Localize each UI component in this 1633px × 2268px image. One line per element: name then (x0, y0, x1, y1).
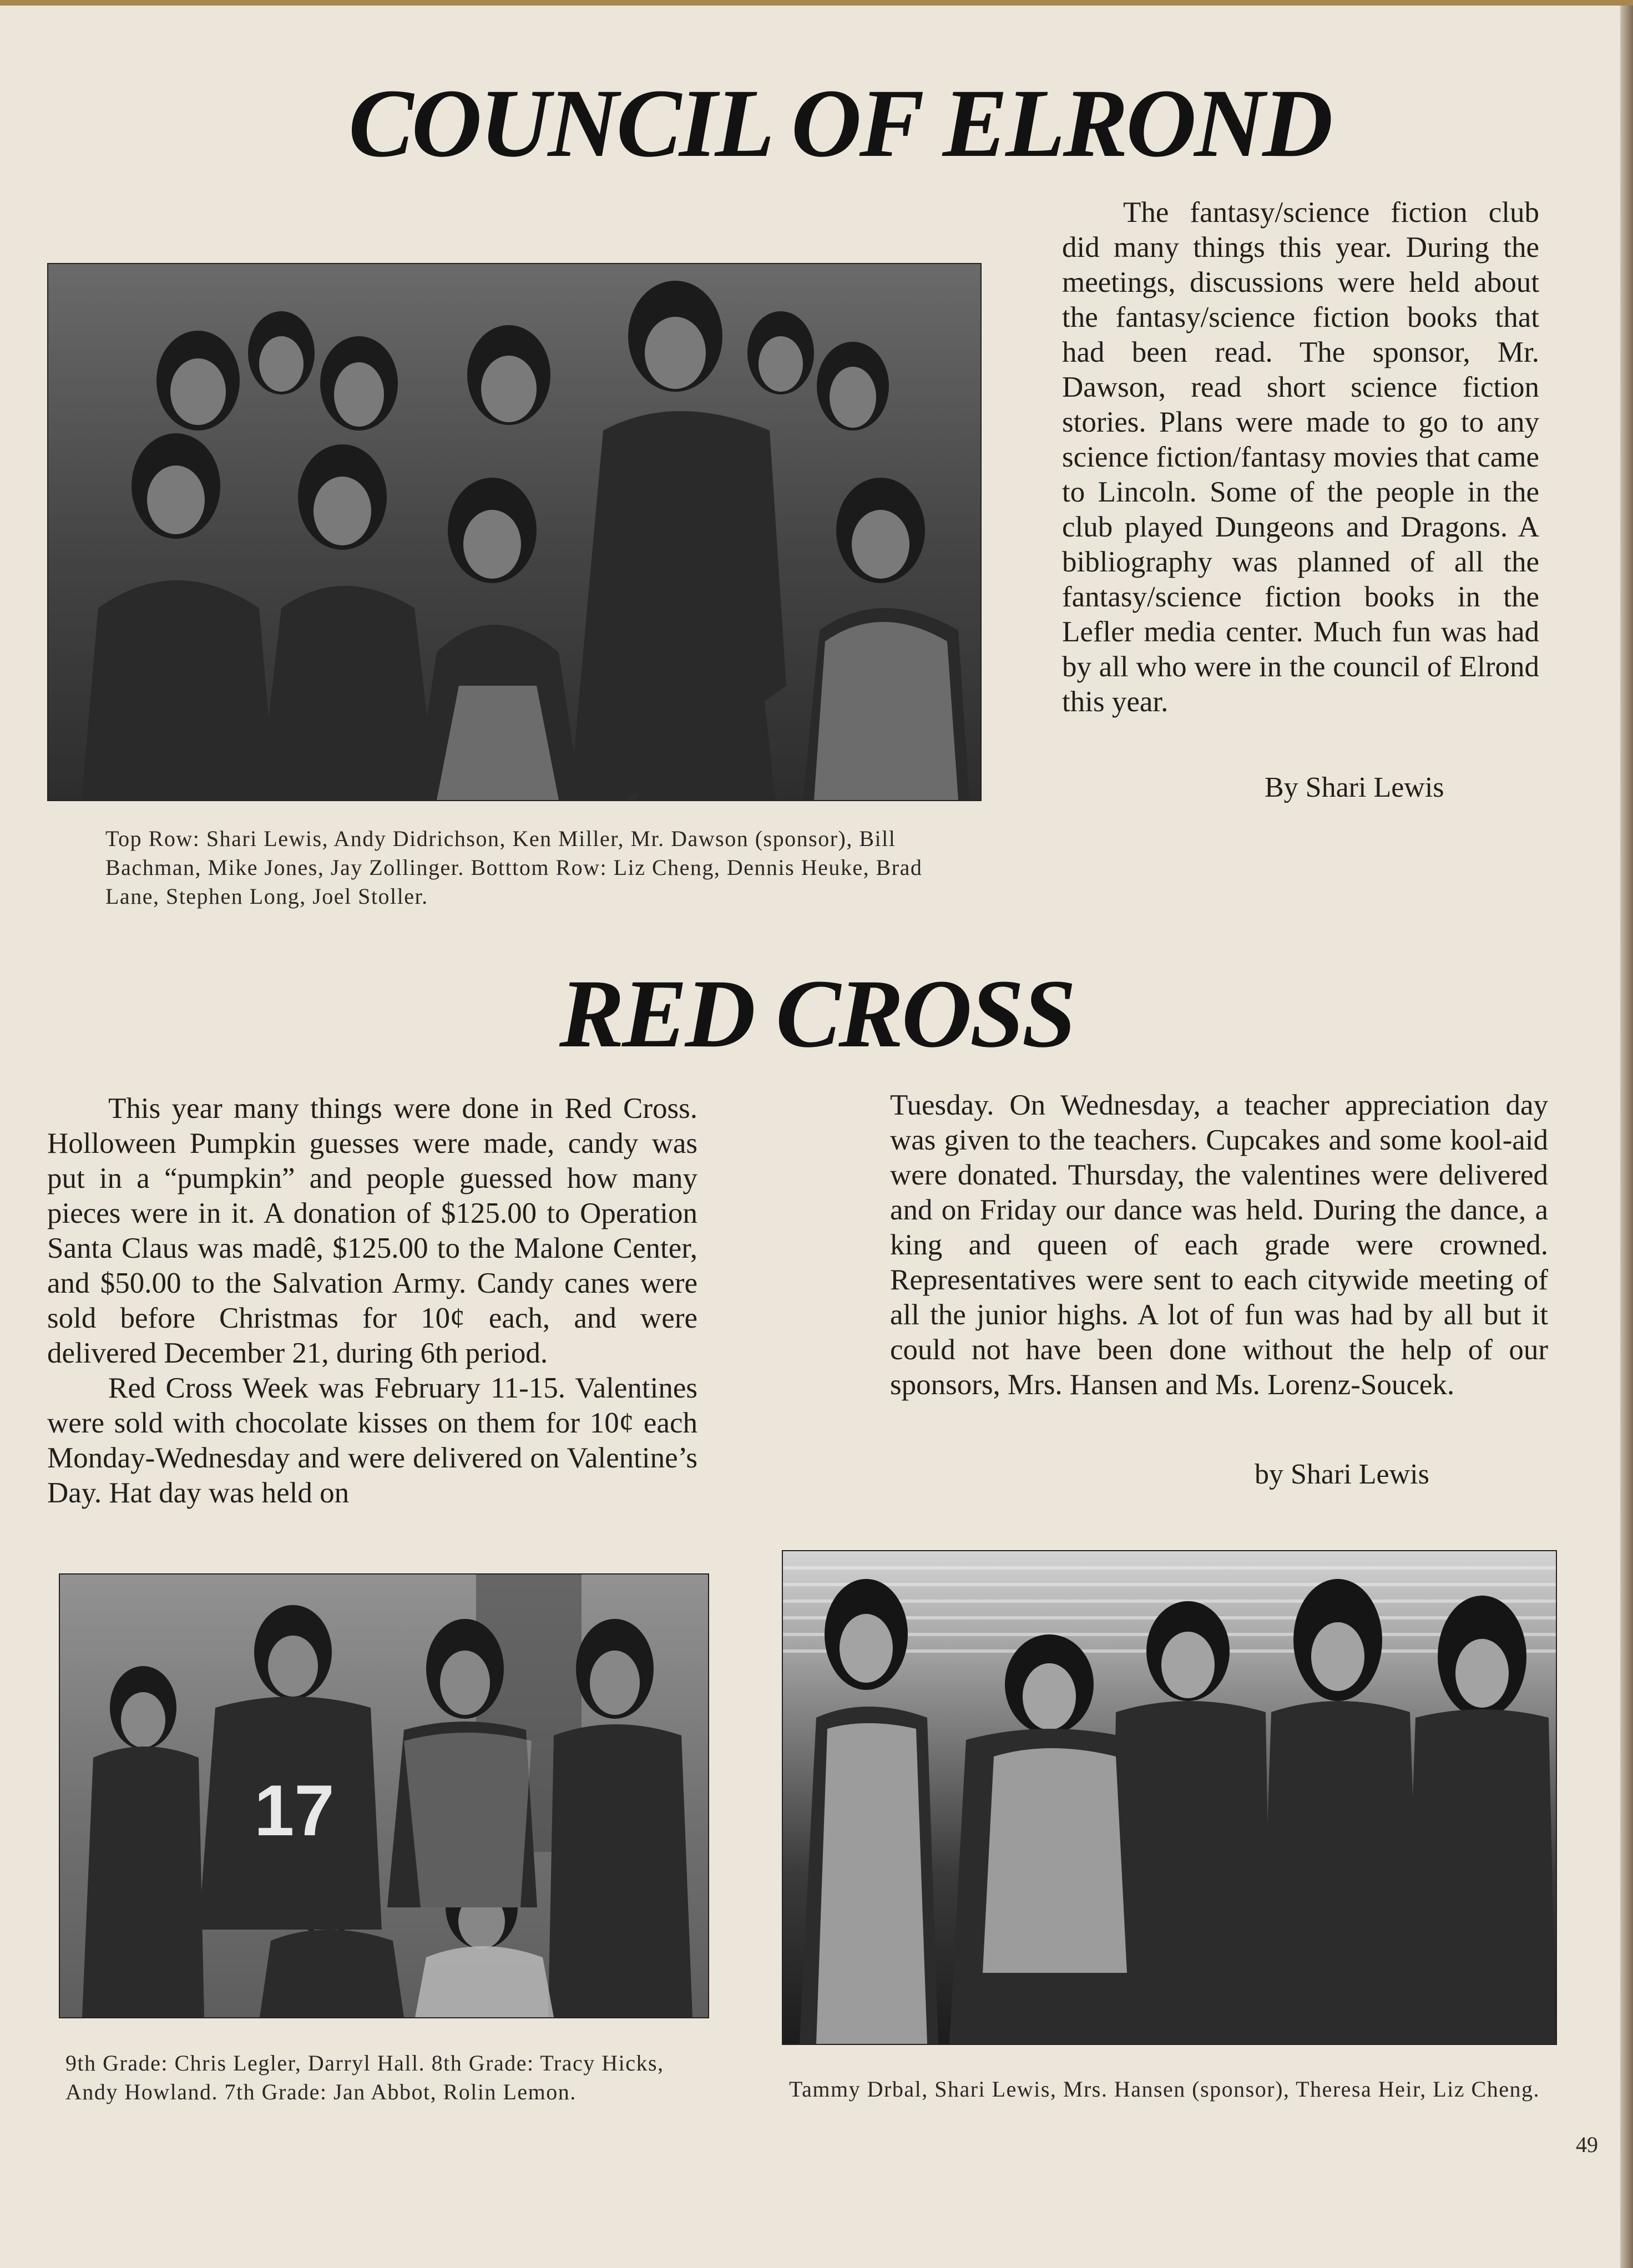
council-photo-caption: Top Row: Shari Lewis, Andy Didrichson, Ken Miller, Mr. Dawson (sponsor), Bill Bachman, Mike Jones, Jay Zollinger. Botttom Row: Liz Cheng, Dennis Heuke, Brad Lane, Stephen Long, Joel Stoller. (105, 826, 923, 909)
council-heading: COUNCIL OF ELROND (348, 69, 1331, 178)
council-byline: By Shari Lewis (1265, 772, 1444, 803)
council-group-photo (47, 263, 982, 801)
redcross-sponsors-photo (782, 1550, 1557, 2045)
redcross-class-officers-photo (59, 1573, 709, 2018)
redcross-left-photo-caption: 9th Grade: Chris Legler, Darryl Hall. 8th Grade: Tracy Hicks, Andy Howland. 7th Grade: Jan Abbot, Rolin Lemon. (65, 2051, 664, 2104)
council-article-text (1062, 195, 1539, 720)
redcross-paragraph-1: This year many things were done in Red Cross. Holloween Pumpkin guesses were made, candy was put in a “pumpkin” and people guessed how many pieces were in it. A donation of $125.00 to Operation Santa Claus was madê, $125.00 to the Malone Center, and $50.00 to the Salvation Army. Candy canes were sold before Christmas for 10¢ each, and were delivered December 21, during 6th period. (47, 1092, 697, 1369)
page-edge (1620, 0, 1633, 2268)
page-number: 49 (1576, 2132, 1598, 2157)
council-photo-silhouettes (48, 264, 980, 800)
redcross-right-photo-caption: Tammy Drbal, Shari Lewis, Mrs. Hansen (sponsor), Theresa Heir, Liz Cheng. (789, 2077, 1540, 2102)
redcross-right-column (890, 1088, 1548, 1403)
redcross-heading: RED CROSS (559, 960, 1074, 1068)
redcross-paragraph-2: Red Cross Week was February 11-15. Valentines were sold with chocolate kisses on them for 10¢ each Monday-Wednesday and were delivered on Valentine’s Day. Hat day was held on (47, 1372, 697, 1509)
redcross-left-column (47, 1091, 697, 1511)
redcross-left-photo-silhouettes (60, 1575, 708, 2017)
council-paragraph: The fantasy/science fiction club did many things this year. During the meetings, discussions were held about the fantasy/science fiction books that had been read. The sponsor, Mr. Dawson, read short science fiction stories. Plans were made to go to any science fiction/fantasy movies that came to Lincoln. Some of the people in the club played Dungeons and Dragons. A bibliography was planned of all the fantasy/science fiction books in the Lefler media center. Much fun was had by all who were in the council of Elrond this year. (1062, 196, 1539, 718)
redcross-paragraph-3: Tuesday. On Wednesday, a teacher appreciation day was given to the teachers. Cupcakes and some kool-aid were donated. Thursday, the valentines were delivered and on Friday our dance was held. During the dance, a king and queen of each grade were crowned. Representatives were sent to each citywide meeting of all the junior highs. A lot of fun was had by all but it could not have been done without the help of our sponsors, Mrs. Hansen and Ms. Lorenz-Soucek. (890, 1089, 1548, 1401)
redcross-right-photo-silhouettes (783, 1551, 1556, 2044)
jersey-number: 17 (254, 1770, 335, 1851)
page-top-strip (0, 0, 1633, 6)
redcross-byline: by Shari Lewis (1255, 1459, 1429, 1490)
